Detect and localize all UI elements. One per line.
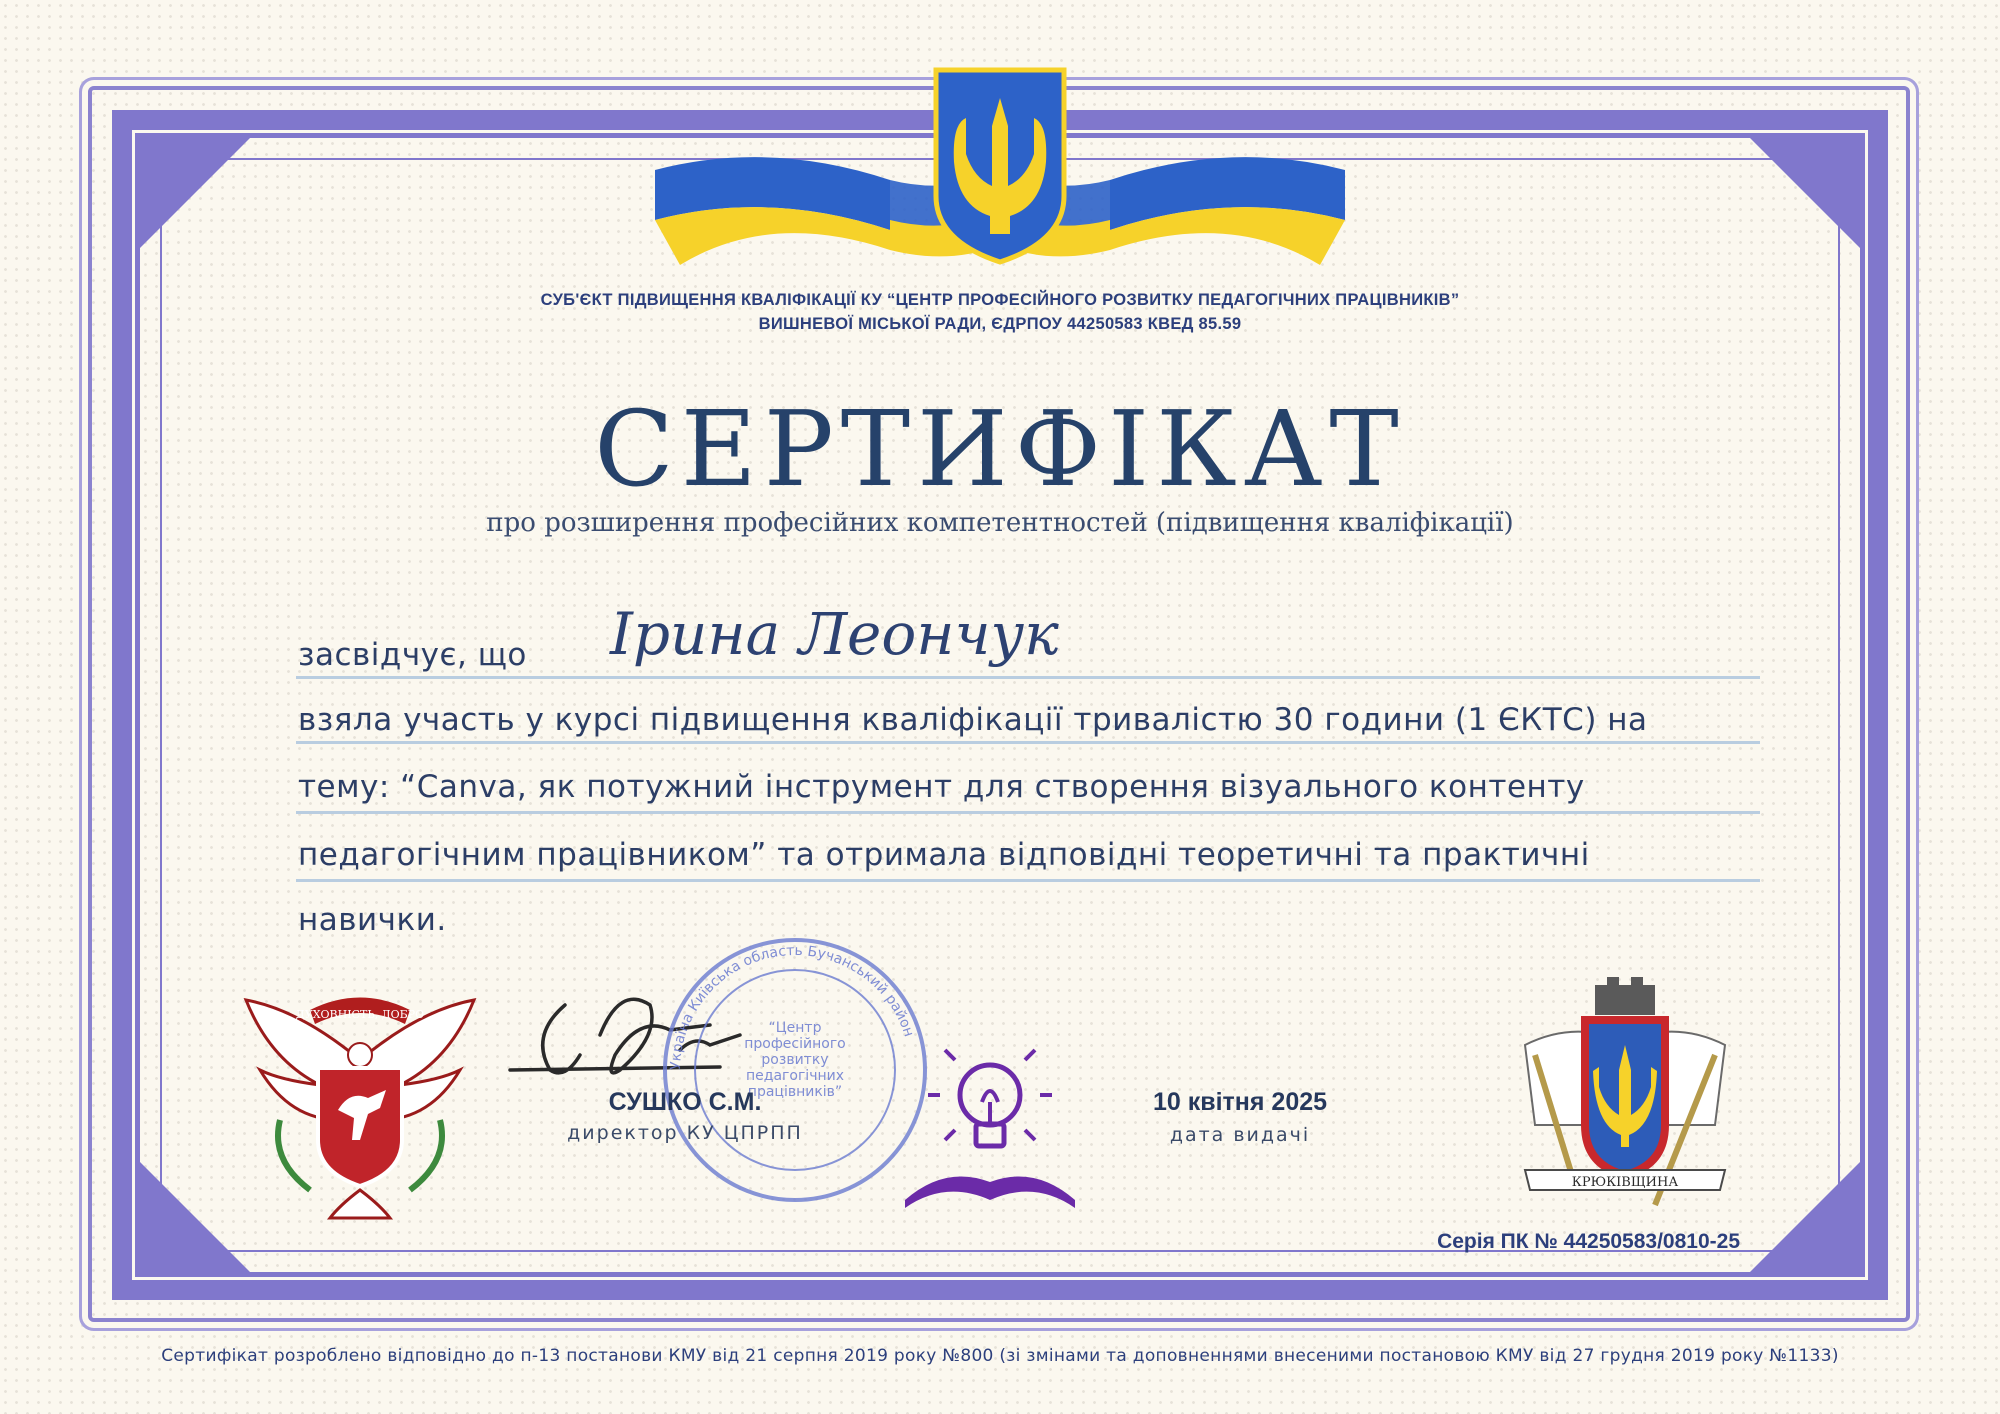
rule-line [296, 676, 1760, 679]
stamp-center-text: “Центр професійного розвитку педагогічних працівників” [744, 1020, 846, 1100]
issue-date: 10 квітня 2025 [1152, 1088, 1328, 1116]
dove-emblem-icon [240, 990, 480, 1220]
issuer-header [300, 288, 1700, 336]
kryukivshchyna-emblem-icon [1505, 975, 1745, 1215]
certificate-subtitle: про розширення професійних компетентностей (підвищення кваліфікації) [486, 508, 1514, 538]
issuer-line-1: СУБ'ЄКТ ПІДВИЩЕННЯ КВАЛІФІКАЦІЇ КУ “ЦЕНТР ПРОФЕСІЙНОГО РОЗВИТКУ ПЕДАГОГІЧНИХ ПРАЦІВНИКІВ” [540, 291, 1460, 309]
body-line-2: тему: “Canva, як потужний інструмент для створення візуального контенту [298, 769, 1585, 805]
right-emblem-ribbon-text: КРЮКІВЩИНА [1571, 1175, 1679, 1190]
rule-line [296, 741, 1760, 744]
lightbulb-book-logo-icon [900, 1040, 1080, 1210]
rule-line [296, 879, 1760, 882]
certificate-series-number: Серія ПК № 44250583/0810-25 [1437, 1230, 1740, 1253]
signatory-name: СУШКО С.М. [608, 1088, 762, 1116]
recipient-name: Ірина Леончук [610, 600, 1059, 668]
issuer-line-2: ВИШНЕВОЇ МІСЬКОЇ РАДИ, ЄДРПОУ 44250583 КВЕД 85.59 [758, 315, 1242, 333]
signatory-role: директор КУ ЦПРПП [567, 1122, 803, 1144]
body-line-3: педагогічним працівником” та отримала відповідні теоретичні та практичні [298, 837, 1590, 873]
certifies-label: засвідчує, що [298, 637, 527, 673]
rule-line [296, 811, 1760, 814]
stamp-ring-text: Україна Київська область Бучанський район [667, 942, 917, 1071]
body-line-1: взяла участь у курсі підвищення кваліфікації тривалістю 30 години (1 ЄКТС) на [298, 702, 1648, 738]
official-stamp-icon [660, 935, 930, 1205]
coat-of-arms-icon [930, 66, 1070, 266]
issue-date-label: дата видачі [1169, 1124, 1311, 1146]
certificate-title: СЕРТИФІКАТ [594, 388, 1406, 510]
left-emblem-ribbon-text: ДУХОВНІСТЬ, ДОБРО [295, 1008, 425, 1021]
body-line-4: навички. [298, 902, 447, 938]
legal-footnote: Сертифікат розроблено відповідно до п-13 постанови КМУ від 21 серпня 2019 року №800 (зі змінами та доповненнями внесеними постановою КМУ від 27 грудня 2019 року №1133) [161, 1346, 1839, 1366]
